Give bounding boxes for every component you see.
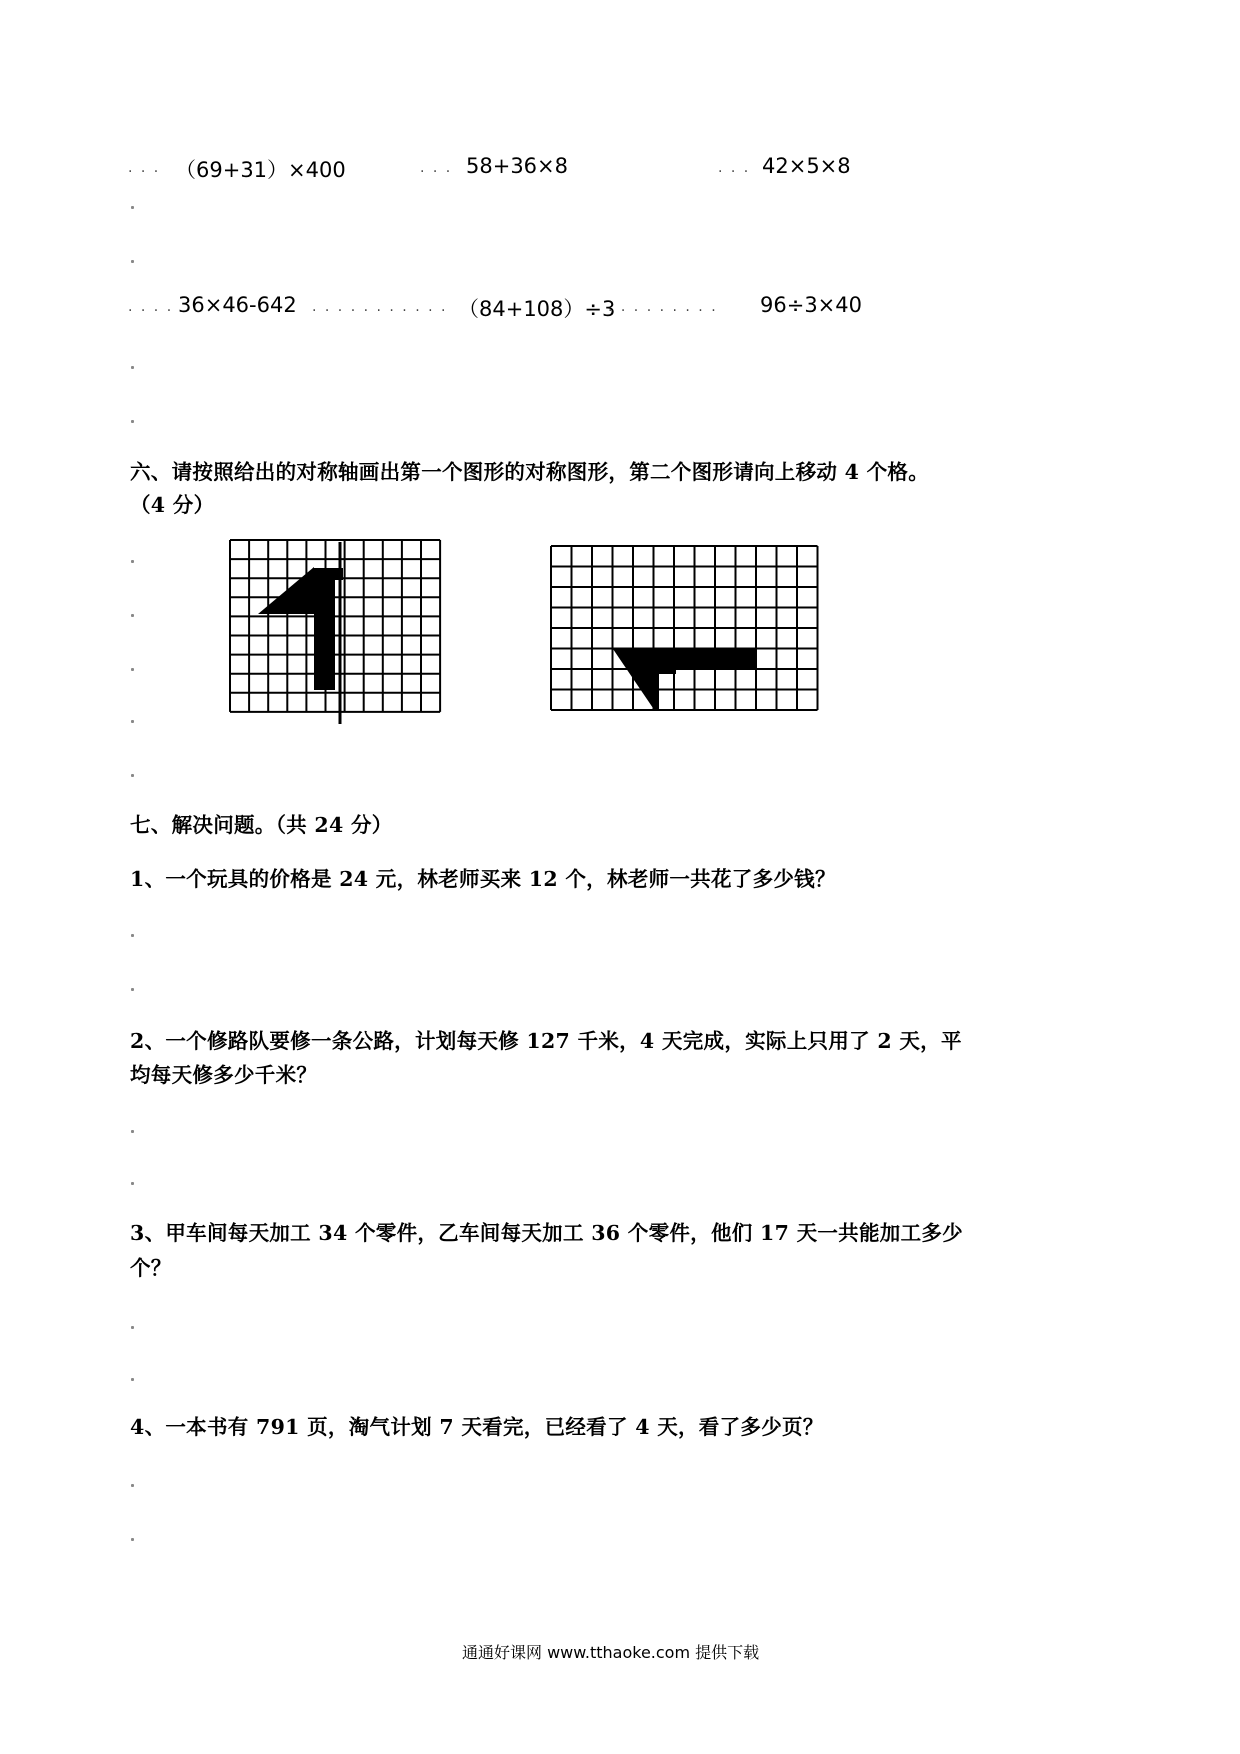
margin-mark	[131, 1378, 134, 1381]
margin-mark	[131, 366, 134, 369]
question-text: 1、一个玩具的价格是 24 元，林老师买来 12 个，林老师一共花了多少钱？	[130, 867, 836, 891]
footer-credit: 通通好课网 www.tthaoke.com 提供下载	[462, 1643, 760, 1662]
calc-expression: 58+36×8	[466, 154, 568, 178]
leader-dots: . . .	[420, 160, 453, 176]
margin-mark	[131, 560, 134, 563]
question-text: 均每天修多少千米？	[130, 1063, 318, 1087]
leader-dots: . . . . . . . . . . .	[312, 299, 448, 315]
margin-mark	[131, 1130, 134, 1133]
translation-grid	[551, 546, 826, 716]
section-heading: 六、请按照给出的对称轴画出第一个图形的对称图形，第二个图形请向上移动 4 个格。	[130, 460, 930, 484]
leader-dots: . . .	[718, 160, 751, 176]
question-text: 3、甲车间每天加工 34 个零件，乙车间每天加工 36 个零件，他们 17 天一共能加工多少	[130, 1221, 963, 1245]
symmetry-grid	[230, 540, 450, 725]
leader-dots: . . . . . . . . .	[608, 299, 718, 315]
calc-expression: （84+108）÷3	[458, 297, 616, 321]
question-text: 4、一本书有 791 页，淘气计划 7 天看完，已经看了 4 天，看了多少页？	[130, 1415, 824, 1439]
margin-mark	[131, 614, 134, 617]
section-score: （4 分）	[130, 493, 215, 517]
calc-expression: 42×5×8	[762, 154, 851, 178]
margin-mark	[131, 668, 134, 671]
margin-mark	[131, 934, 134, 937]
margin-mark	[131, 1538, 134, 1541]
calc-expression: 36×46-642	[178, 293, 297, 317]
margin-mark	[131, 420, 134, 423]
margin-mark	[131, 1182, 134, 1185]
calc-expression: （69+31）×400	[175, 158, 346, 182]
calc-expression: 96÷3×40	[760, 293, 862, 317]
margin-mark	[131, 720, 134, 723]
leader-dots: . . .	[128, 160, 161, 176]
leader-dots: . . . .	[128, 299, 174, 315]
margin-mark	[131, 260, 134, 263]
section-heading: 七、解决问题。（共 24 分）	[130, 813, 393, 837]
question-text: 个？	[130, 1256, 172, 1280]
margin-mark	[131, 1484, 134, 1487]
margin-mark	[131, 206, 134, 209]
margin-mark	[131, 988, 134, 991]
question-text: 2、一个修路队要修一条公路，计划每天修 127 千米，4 天完成，实际上只用了 2 天，平	[130, 1029, 962, 1053]
margin-mark	[131, 774, 134, 777]
arrow-shape	[258, 567, 343, 690]
margin-mark	[131, 1326, 134, 1329]
